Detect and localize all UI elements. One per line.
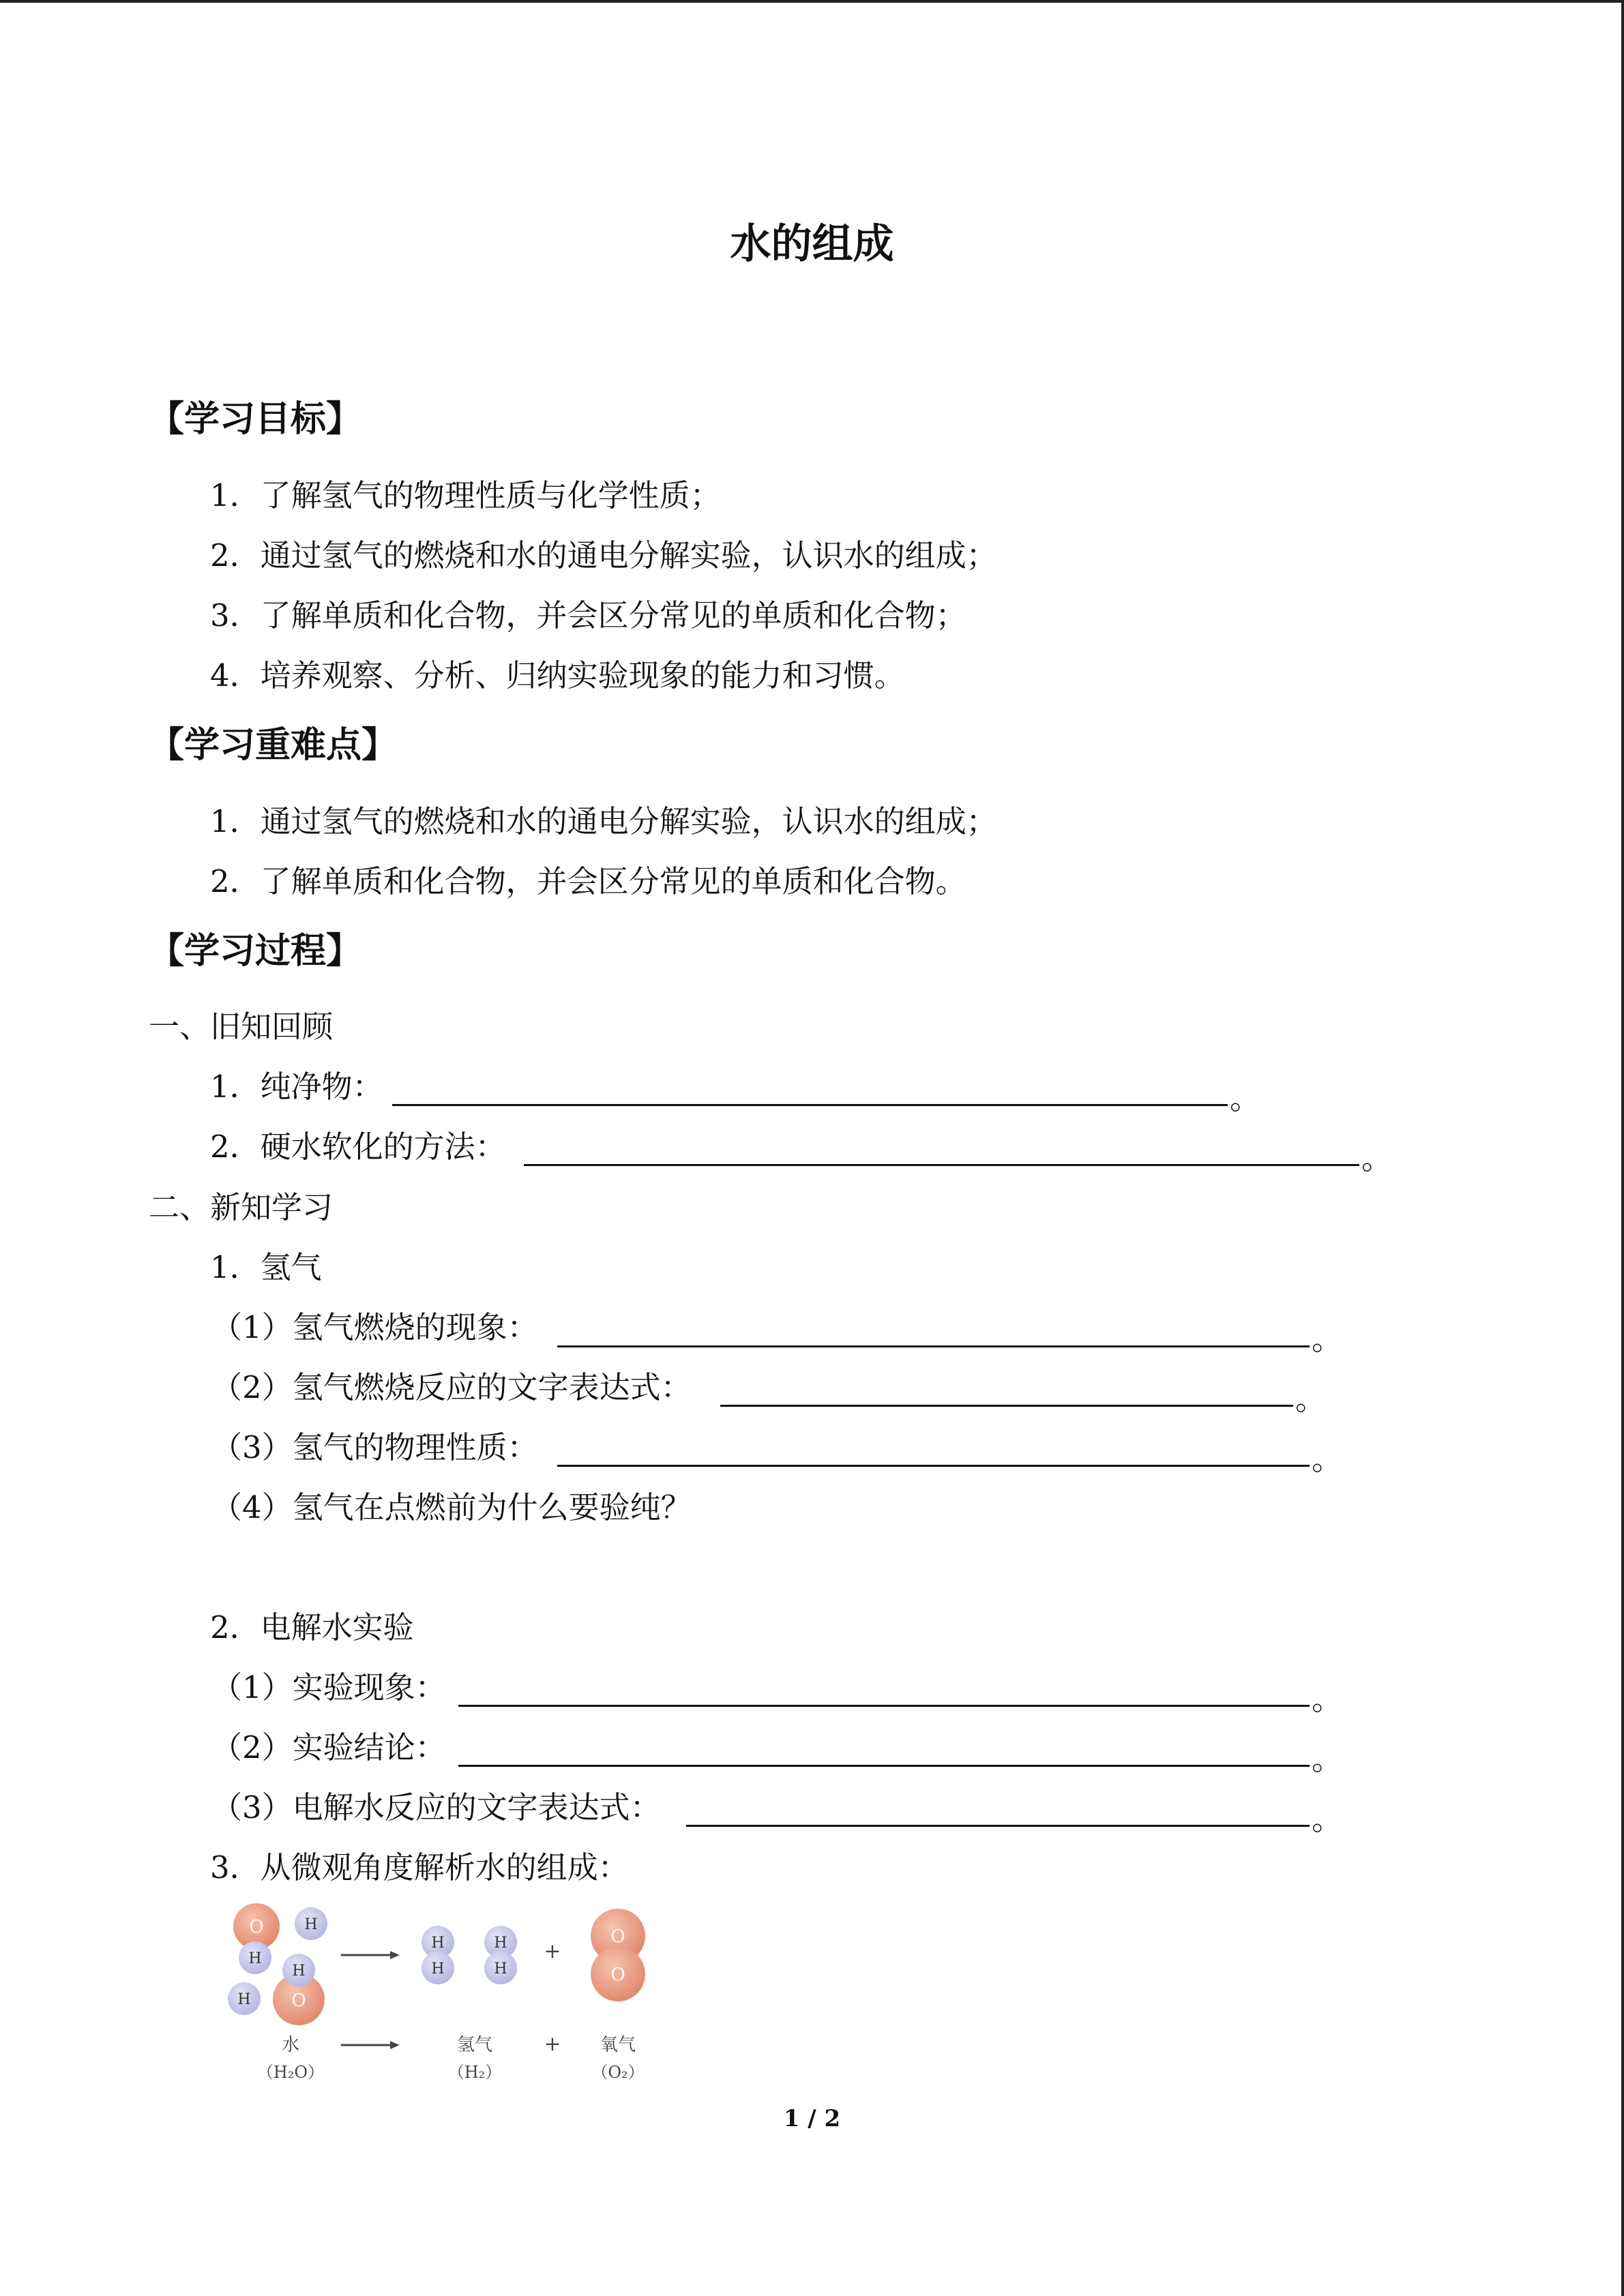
- hydrogen-atom-label: H: [494, 1935, 507, 1952]
- hydrogen-atom-label: H: [292, 1963, 306, 1980]
- goal-item-2: 2．通过氢气的燃烧和水的通电分解实验，认识水的组成；: [210, 537, 997, 573]
- reaction-arrow-bottom: [341, 2041, 400, 2049]
- hydrogen-atom-label: H: [431, 1935, 445, 1952]
- micro-heading: 3．从微观角度解析水的组成：: [210, 1849, 629, 1885]
- answer-blank-experiment-phenomenon[interactable]: [458, 1705, 1310, 1707]
- process-heading: 【学习过程】: [149, 931, 362, 972]
- top-border: [0, 0, 1624, 3]
- end-mark: 。: [1312, 1441, 1343, 1477]
- hydrogen-atom-label: H: [494, 1960, 507, 1978]
- goal-item-4: 4．培养观察、分析、归纳实验现象的能力和习惯。: [210, 657, 905, 694]
- hydrogen-formula: （H₂）: [447, 2063, 502, 2082]
- review-question-1: 1．纯净物：: [210, 1069, 383, 1105]
- key-point-2: 2．了解单质和化合物，并会区分常见的单质和化合物。: [210, 863, 966, 899]
- water-label: 水: [281, 2035, 300, 2055]
- goal-item-1: 1．了解氢气的物理性质与化学性质；: [210, 477, 721, 513]
- hydrogen-question-2: （2）氢气燃烧反应的文字表达式：: [211, 1369, 692, 1405]
- hydrogen-question-4: （4）氢气在点燃前为什么要验纯？: [211, 1489, 692, 1525]
- end-mark: 。: [1312, 1801, 1343, 1837]
- oxygen-molecule: [591, 1909, 645, 2001]
- oxygen-label: 氧气: [600, 2035, 636, 2055]
- page-title: 水的组成: [730, 220, 894, 268]
- answer-blank-electrolysis-equation[interactable]: [686, 1825, 1310, 1827]
- reaction-arrow: [341, 1951, 400, 1959]
- electrolysis-question-3: （3）电解水反应的文字表达式：: [211, 1789, 661, 1825]
- end-mark: 。: [1312, 1681, 1343, 1717]
- oxygen-atom-label: O: [610, 1965, 625, 1985]
- key-point-1: 1．通过氢气的燃烧和水的通电分解实验，认识水的组成；: [210, 803, 997, 839]
- hydrogen-atom-label: H: [248, 1950, 262, 1967]
- plus-sign: +: [544, 2032, 561, 2056]
- water-molecule-diagram: [211, 1899, 675, 2090]
- oxygen-atom-label: O: [291, 1991, 306, 2011]
- oxygen-formula: （O₂）: [591, 2063, 645, 2082]
- answer-blank-physical-properties[interactable]: [557, 1465, 1310, 1467]
- right-border: [1621, 0, 1624, 2296]
- answer-blank-combustion-phenomenon[interactable]: [557, 1345, 1310, 1347]
- electrolysis-question-1: （1）实验现象：: [211, 1669, 446, 1705]
- answer-blank-combustion-equation[interactable]: [720, 1405, 1293, 1407]
- hydrogen-question-1: （1）氢气燃烧的现象：: [211, 1309, 538, 1345]
- goal-item-3: 3．了解单质和化合物，并会区分常见的单质和化合物；: [210, 597, 966, 633]
- goals-heading: 【学习目标】: [149, 399, 362, 440]
- oxygen-atom-label: O: [610, 1926, 625, 1947]
- water-formula: （H₂O）: [256, 2063, 325, 2082]
- electrolysis-question-2: （2）实验结论：: [211, 1729, 446, 1765]
- end-mark: 。: [1295, 1381, 1327, 1417]
- answer-blank-hard-water[interactable]: [524, 1164, 1359, 1166]
- hydrogen-molecule-2: [484, 1926, 517, 1984]
- review-question-2: 2．硬水软化的方法：: [210, 1129, 506, 1165]
- end-mark: 。: [1230, 1080, 1261, 1116]
- plus-sign: +: [544, 1939, 561, 1963]
- hydrogen-atom-label: H: [304, 1916, 318, 1933]
- hydrogen-atom-label: H: [431, 1960, 445, 1978]
- new-learning-heading: 二、新知学习: [149, 1189, 334, 1225]
- hydrogen-molecule-1: [422, 1926, 454, 1984]
- electrolysis-heading: 2．电解水实验: [210, 1609, 414, 1645]
- end-mark: 。: [1312, 1321, 1343, 1357]
- hydrogen-heading: 1．氢气: [210, 1249, 322, 1285]
- answer-blank-experiment-conclusion[interactable]: [458, 1765, 1310, 1767]
- page-number: 1 / 2: [783, 2105, 841, 2132]
- hydrogen-question-3: （3）氢气的物理性质：: [211, 1429, 538, 1465]
- end-mark: 。: [1312, 1741, 1343, 1777]
- review-heading: 一、旧知回顾: [149, 1009, 334, 1045]
- key-points-heading: 【学习重难点】: [149, 725, 398, 766]
- hydrogen-atom-label: H: [237, 1991, 251, 2008]
- hydrogen-label: 氢气: [456, 2035, 493, 2055]
- answer-blank-pure-substance[interactable]: [392, 1104, 1228, 1106]
- oxygen-atom-label: O: [249, 1917, 264, 1937]
- end-mark: 。: [1361, 1140, 1393, 1176]
